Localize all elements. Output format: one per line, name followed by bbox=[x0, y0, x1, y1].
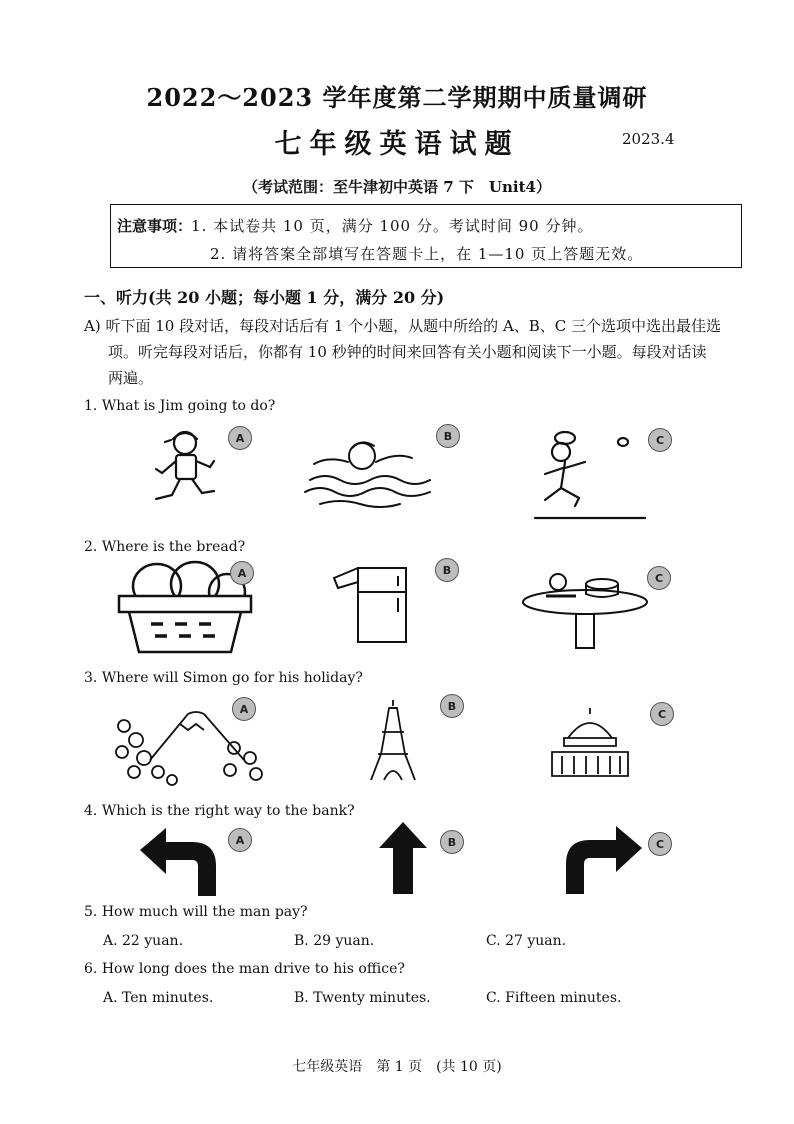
exam-subtitle: 七年级英语试题 bbox=[274, 129, 520, 160]
option-b-badge: B bbox=[440, 694, 464, 718]
exam-title: 2022～2023 学年度第二学期期中质量调研 bbox=[146, 83, 648, 112]
q5-option-c: C. 27 yuan. bbox=[486, 933, 567, 949]
option-b-badge: B bbox=[440, 830, 464, 854]
q5-option-a: A. 22 yuan. bbox=[103, 933, 184, 949]
eiffel-tower-icon bbox=[368, 700, 418, 782]
option-a-badge: A bbox=[232, 697, 256, 721]
option-c-badge: C bbox=[648, 832, 672, 856]
option-c-badge: C bbox=[647, 566, 671, 590]
section-instructions bbox=[84, 313, 734, 391]
running-boy-icon bbox=[140, 425, 230, 510]
question-3: 3. Where will Simon go for his holiday? bbox=[84, 670, 363, 686]
q6-option-b: B. Twenty minutes. bbox=[294, 990, 431, 1006]
kite-boy-icon bbox=[535, 430, 655, 522]
turn-right-arrow-icon bbox=[562, 824, 642, 896]
option-c-badge: C bbox=[648, 428, 672, 452]
exam-scope: （考试范围：至牛津初中英语 7 下 Unit4） bbox=[243, 178, 551, 196]
question-2: 2. Where is the bread? bbox=[84, 539, 246, 555]
notice-line-2: 2. 请将答案全部填写在答题卡上，在 1—10 页上答题无效。 bbox=[210, 245, 644, 263]
q6-option-c: C. Fifteen minutes. bbox=[486, 990, 622, 1006]
section-title: 一、听力(共 20 小题；每小题 1 分，满分 20 分) bbox=[84, 288, 445, 307]
option-b-badge: B bbox=[436, 424, 460, 448]
question-6: 6. How long does the man drive to his office? bbox=[84, 961, 405, 977]
instructions-line-3: 两遍。 bbox=[108, 369, 154, 387]
table-icon bbox=[520, 562, 650, 652]
question-4: 4. Which is the right way to the bank? bbox=[84, 803, 355, 819]
option-a-badge: A bbox=[228, 828, 252, 852]
option-a-badge: A bbox=[228, 426, 252, 450]
domed-building-icon bbox=[548, 708, 633, 778]
turn-left-arrow-icon bbox=[140, 826, 220, 896]
notice-line-1: 1. 本试卷共 10 页，满分 100 分。考试时间 90 分钟。 bbox=[191, 217, 594, 235]
option-b-badge: B bbox=[435, 558, 459, 582]
q5-option-b: B. 29 yuan. bbox=[294, 933, 375, 949]
notice-label: 注意事项： bbox=[117, 217, 193, 235]
fridge-icon bbox=[330, 566, 410, 646]
exam-date: 2023.4 bbox=[622, 130, 675, 148]
instructions-line-2: 项。听完每段对话后，你都有 10 秒钟的时间来回答有关小题和阅读下一小题。每段对话读 bbox=[108, 343, 707, 361]
q6-option-a: A. Ten minutes. bbox=[103, 990, 214, 1006]
option-c-badge: C bbox=[650, 702, 674, 726]
straight-arrow-icon bbox=[378, 822, 428, 894]
instructions-line-1: 听下面 10 段对话，每段对话后有 1 个小题，从题中所给的 A、B、C 三个选项中选出最佳选 bbox=[105, 317, 722, 335]
swimming-boy-icon bbox=[300, 432, 440, 512]
part-label: A) bbox=[84, 317, 101, 335]
option-a-badge: A bbox=[230, 561, 254, 585]
question-1: 1. What is Jim going to do? bbox=[84, 398, 276, 414]
notice-box bbox=[110, 204, 742, 268]
page-footer: 七年级英语 第 1 页 (共 10 页) bbox=[292, 1059, 502, 1075]
question-5: 5. How much will the man pay? bbox=[84, 904, 308, 920]
